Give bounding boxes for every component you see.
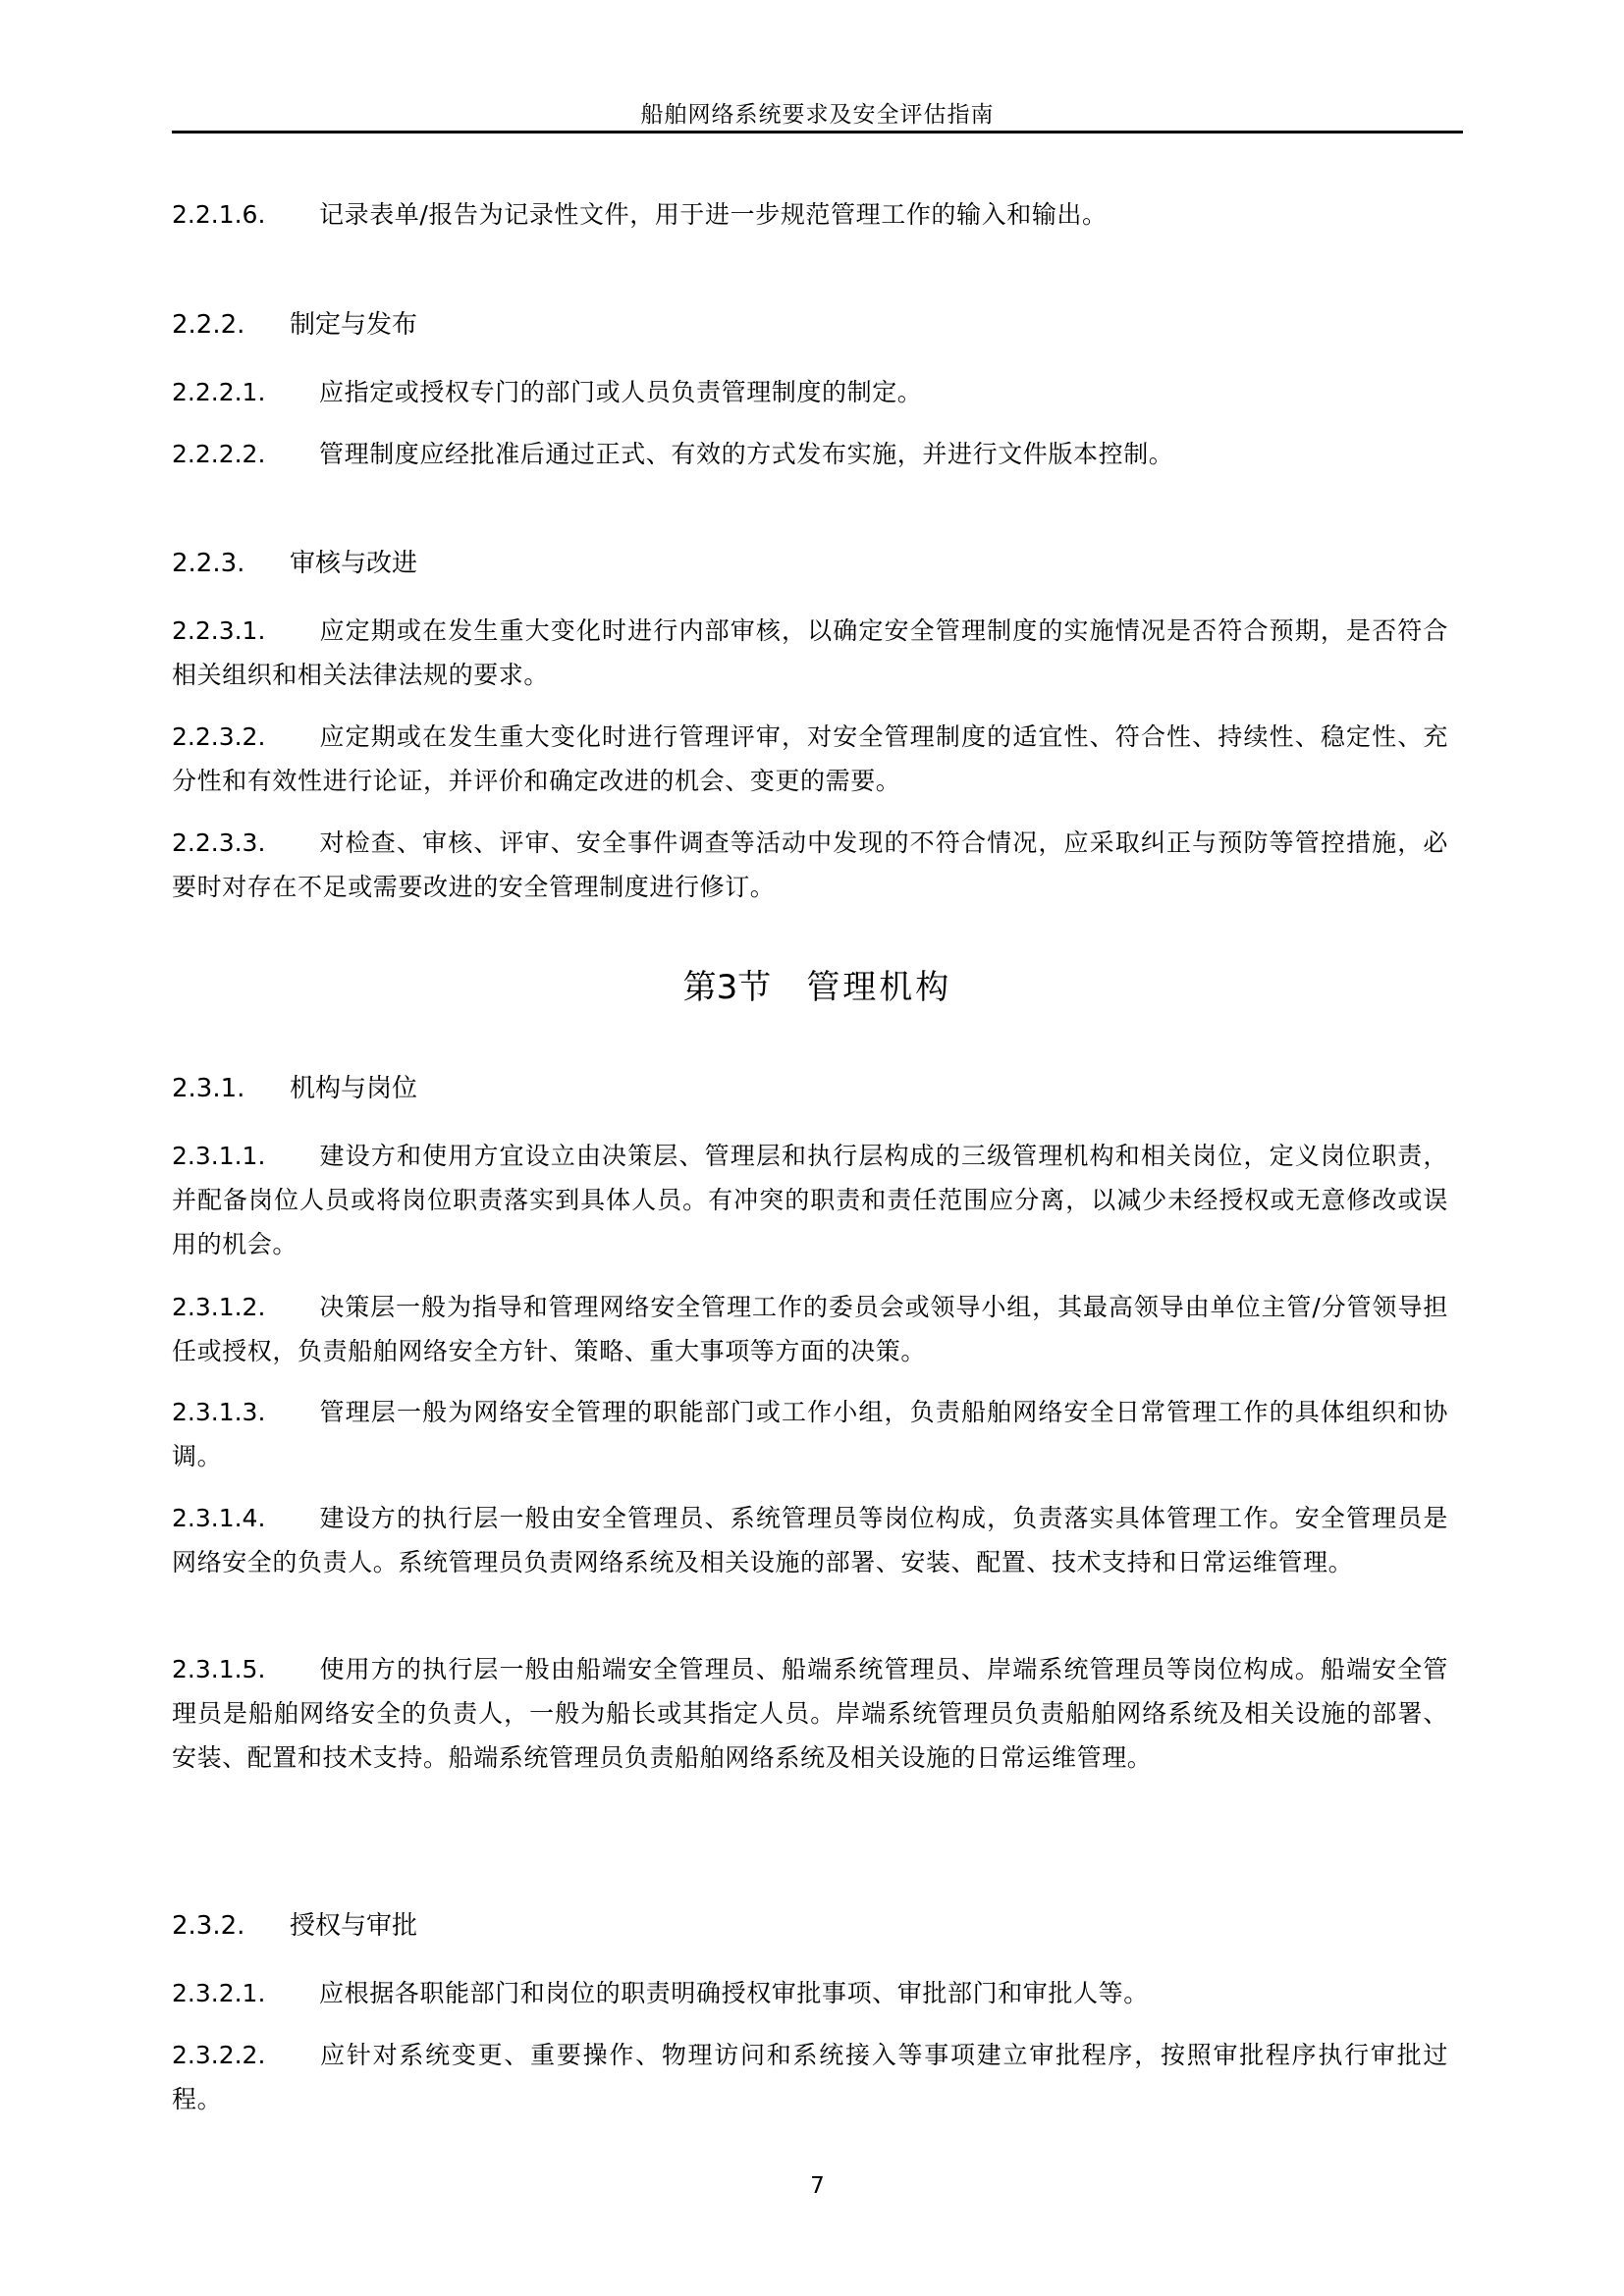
clause-2-3-1-1 [172,1134,1448,1266]
heading-text: 授权与审批 [290,1911,418,1941]
clause-number: 2.2.2.2. [172,440,266,468]
clause-2-3-1-5 [172,1647,1448,1780]
heading-2-3-1 [172,1069,1448,1108]
clause-number: 2.3.1.5. [172,1655,266,1683]
clause-number: 2.2.2.1. [172,378,266,406]
clause-number: 2.3.2.2. [172,2041,266,2069]
clause-2-3-1-2 [172,1285,1448,1373]
clause-2-3-1-3 [172,1390,1448,1478]
clause-2-2-1-6 [172,192,1448,237]
clause-text: 应定期或在发生重大变化时进行管理评审，对安全管理制度的适宜性、符合性、持续性、稳定性、充分性和有效性进行论证，并评价和确定改进的机会、变更的需要。 [172,722,1448,795]
clause-2-2-3-2 [172,715,1448,803]
header-rule [172,131,1463,133]
heading-2-2-3 [172,544,1448,583]
clause-number: 2.2.1.6. [172,200,266,229]
clause-text: 管理层一般为网络安全管理的职能部门或工作小组，负责船舶网络安全日常管理工作的具体组织和协调。 [172,1398,1448,1470]
page-number: 7 [810,2173,825,2199]
clause-text: 决策层一般为指导和管理网络安全管理工作的委员会或领导小组，其最高领导由单位主管/分管领导担任或授权，负责船舶网络安全方针、策略、重大事项等方面的决策。 [172,1293,1448,1365]
clause-text: 应指定或授权专门的部门或人员负责管理制度的制定。 [319,378,923,406]
clause-number: 2.2.3.1. [172,616,266,645]
heading-number: 2.2.2. [172,310,245,340]
clause-number: 2.3.1.1. [172,1142,266,1170]
clause-2-2-2-1 [172,370,1448,414]
clause-text: 应根据各职能部门和岗位的职责明确授权审批事项、审批部门和审批人等。 [319,1979,1149,2007]
clause-2-3-1-4 [172,1496,1448,1584]
clause-text: 应定期或在发生重大变化时进行内部审核，以确定安全管理制度的实施情况是否符合预期，是否符合相关组织和相关法律法规的要求。 [172,616,1448,689]
clause-text: 记录表单/报告为记录性文件，用于进一步规范管理工作的输入和输出。 [319,200,1108,229]
clause-2-2-2-2 [172,432,1448,476]
clause-number: 2.3.2.1. [172,1979,266,2007]
clause-text: 管理制度应经批准后通过正式、有效的方式发布实施，并进行文件版本控制。 [319,440,1174,468]
heading-text: 机构与岗位 [290,1074,418,1103]
clause-2-3-2-1 [172,1971,1448,2015]
clause-number: 2.3.1.2. [172,1293,266,1321]
clause-text: 建设方和使用方宜设立由决策层、管理层和执行层构成的三级管理机构和相关岗位，定义岗位职责，并配备岗位人员或将岗位职责落实到具体人员。有冲突的职责和责任范围应分离，以减少未经授权或无意修改或误用的机会。 [172,1142,1448,1258]
heading-text: 制定与发布 [290,310,418,340]
clause-number: 2.2.3.3. [172,828,266,857]
section-number: 第3节 [682,968,772,1007]
heading-text: 审核与改进 [290,549,418,578]
heading-2-3-2 [172,1906,1448,1946]
running-header: 船舶网络系统要求及安全评估指南 [640,102,995,128]
heading-number: 2.3.1. [172,1074,245,1103]
clause-text: 使用方的执行层一般由船端安全管理员、船端系统管理员、岸端系统管理员等岗位构成。船端安全管理员是船舶网络安全的负责人，一般为船长或其指定人员。岸端系统管理员负责船舶网络系统及相关设施的部署、安装、配置和技术支持。船端系统管理员负责船舶网络系统及相关设施的日常运维管理。 [172,1655,1448,1772]
section-title [172,965,1463,1010]
section-name: 管理机构 [806,968,952,1007]
clause-2-2-3-3 [172,821,1448,909]
clause-number: 2.3.1.3. [172,1398,266,1426]
clause-2-2-3-1 [172,609,1448,697]
heading-2-2-2 [172,305,1448,345]
heading-number: 2.2.3. [172,549,245,578]
clause-text: 对检查、审核、评审、安全事件调查等活动中发现的不符合情况，应采取纠正与预防等管控措施，必要时对存在不足或需要改进的安全管理制度进行修订。 [172,828,1448,901]
clause-2-3-2-2 [172,2033,1448,2121]
clause-number: 2.3.1.4. [172,1504,266,1532]
clause-text: 应针对系统变更、重要操作、物理访问和系统接入等事项建立审批程序，按照审批程序执行审批过程。 [172,2041,1448,2113]
heading-number: 2.3.2. [172,1911,245,1941]
clause-text: 建设方的执行层一般由安全管理员、系统管理员等岗位构成，负责落实具体管理工作。安全管理员是网络安全的负责人。系统管理员负责网络系统及相关设施的部署、安装、配置、技术支持和日常运维管理。 [172,1504,1448,1576]
clause-number: 2.2.3.2. [172,722,266,751]
